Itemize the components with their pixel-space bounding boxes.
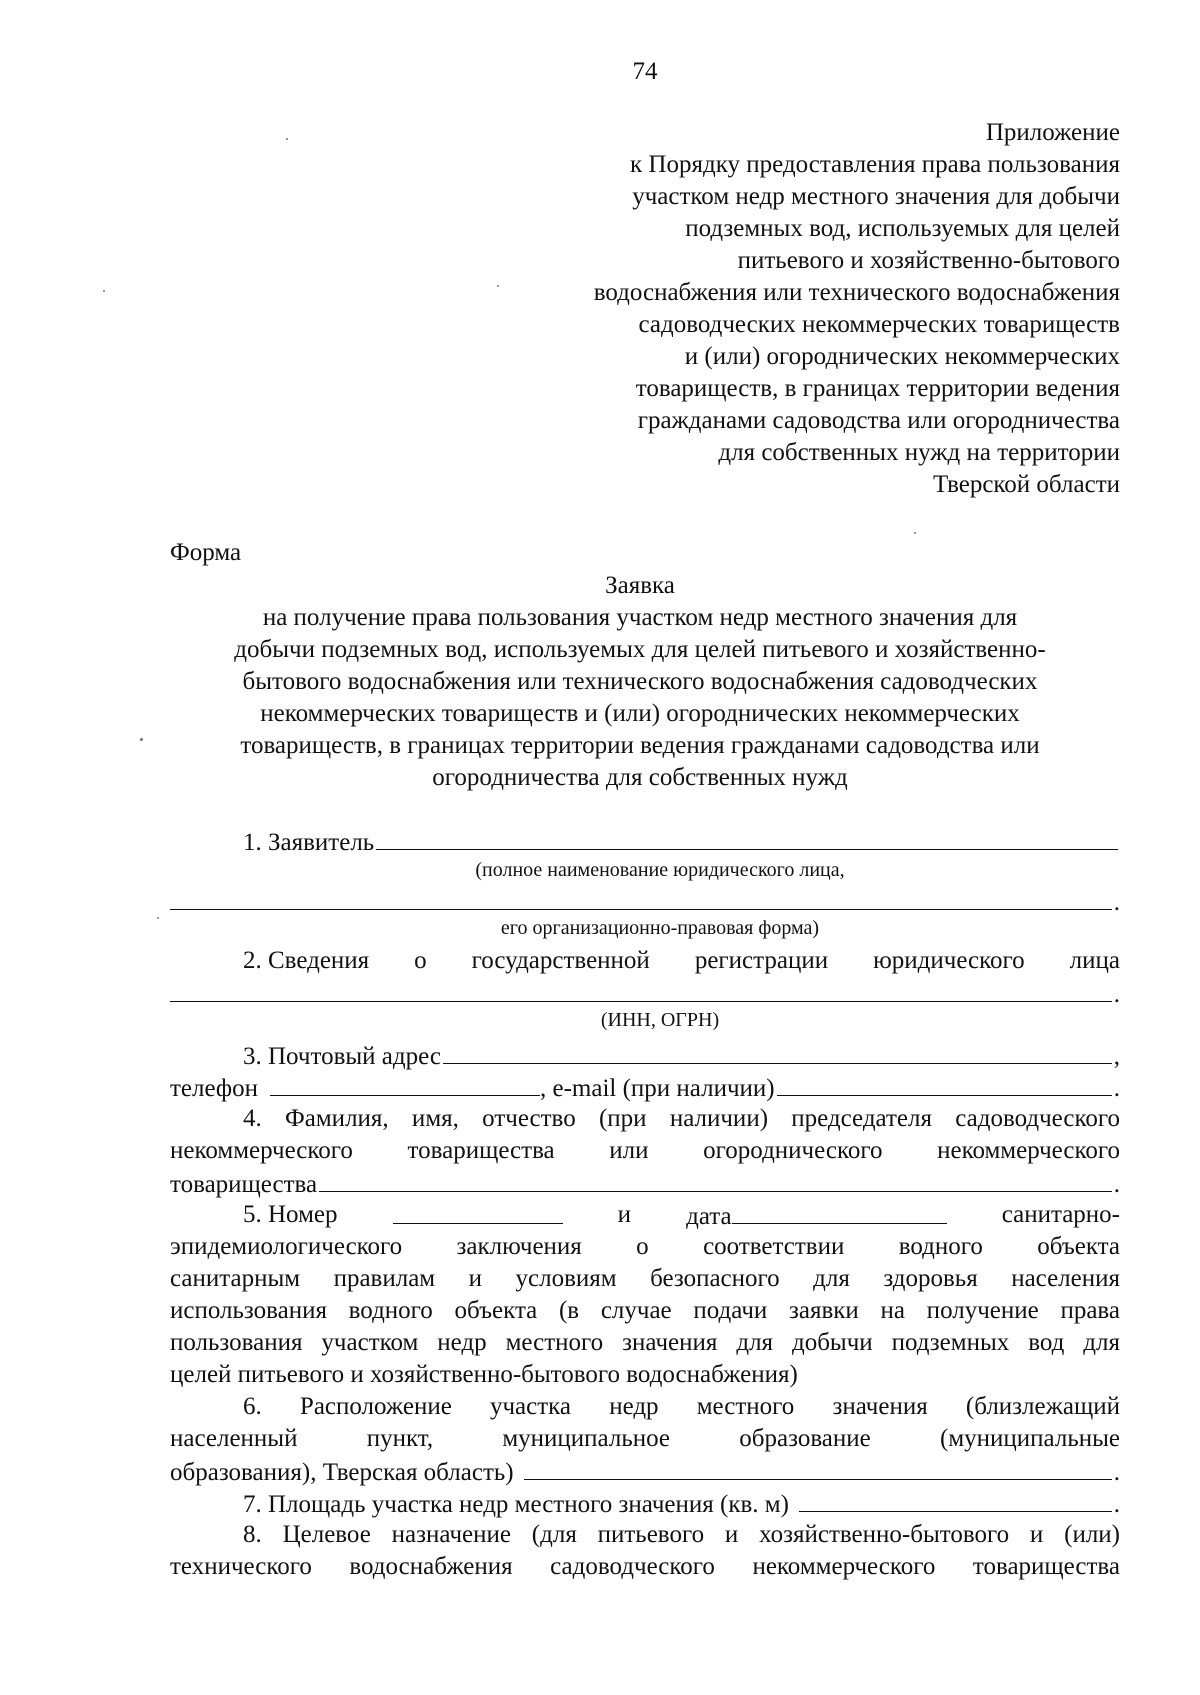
period-mark: .: [1113, 1491, 1120, 1518]
form-label: Форма: [170, 539, 242, 566]
appendix-header: [460, 117, 1120, 501]
sanitary-and-label: и: [617, 1201, 632, 1228]
period-mark: .: [1113, 1171, 1120, 1198]
page-number: 74: [632, 58, 658, 85]
contacts-row: [170, 1071, 1120, 1103]
title-line: некоммерческих товариществ и (или) огороднических некоммерческих: [260, 700, 1020, 727]
applicant-caption-b: его организационно-правовая форма): [500, 917, 820, 939]
item5-line: санитарным правилам и условиям безопасного для здоровья населения: [170, 1265, 1120, 1292]
chairman-name-field[interactable]: [319, 1167, 1112, 1192]
applicant-name-field[interactable]: [376, 825, 1118, 850]
applicant-continuation-row: [170, 885, 1120, 915]
area-field[interactable]: [799, 1487, 1112, 1512]
registration-field-row: [170, 977, 1120, 1007]
appendix-line: Тверской области: [933, 471, 1120, 498]
period-mark: .: [1113, 981, 1120, 1008]
postal-address-label: 3. Почтовый адрес: [243, 1043, 441, 1070]
phone-field[interactable]: [270, 1071, 540, 1096]
chairman-field-row: [170, 1167, 1120, 1199]
title-heading: Заявка: [605, 572, 675, 599]
registration-word: юридического: [873, 947, 1025, 974]
sanitary-number-label: 5. Номер: [243, 1201, 338, 1228]
location-field[interactable]: [524, 1455, 1112, 1480]
applicant-caption-a: (полное наименование юридического лица,: [475, 859, 845, 881]
applicant-row: [170, 825, 1120, 857]
appendix-line: для собственных нужд на территории: [718, 439, 1120, 466]
comma-mark: ,: [1113, 1043, 1120, 1070]
sanitary-word: санитарно-: [1001, 1201, 1120, 1228]
registration-word: государственной: [471, 947, 650, 974]
sanitary-date-label: дата: [686, 1203, 732, 1230]
registration-word: о: [414, 947, 427, 974]
chairman-line-1: 4. Фамилия, имя, отчество (при наличии) председателя садоводческого: [243, 1105, 1120, 1132]
registration-row: [170, 945, 1120, 977]
chairman-line-3: товарищества: [170, 1171, 318, 1198]
application-title: [160, 570, 1120, 794]
title-line: огородничества для собственных нужд: [432, 764, 848, 791]
period-mark: .: [1113, 889, 1120, 916]
appendix-line: участком недр местного значения для добычи: [632, 183, 1120, 210]
item6-line: населенный пункт, муниципальное образование (муниципальные: [170, 1425, 1120, 1452]
postal-address-field[interactable]: [443, 1039, 1112, 1064]
registration-field[interactable]: [170, 977, 1112, 1002]
registration-word: регистрации: [694, 947, 829, 974]
area-row: [170, 1487, 1120, 1519]
title-line: добычи подземных вод, используемых для целей питьевого и хозяйственно-: [234, 636, 1046, 663]
appendix-line: Приложение: [985, 119, 1120, 146]
item6-line: 6. Расположение участка недр местного значения (близлежащий: [243, 1393, 1120, 1420]
item5-line: пользования участком недр местного значения для добычи подземных вод для: [170, 1329, 1120, 1356]
phone-label: телефон: [170, 1075, 258, 1102]
area-label: 7. Площадь участка недр местного значения (кв. м): [243, 1491, 789, 1518]
title-line: на получение права пользования участком недр местного значения для: [262, 604, 1018, 631]
appendix-line: садоводческих некоммерческих товариществ: [638, 311, 1120, 338]
sanitary-date-field[interactable]: [732, 1199, 947, 1224]
postal-address-row: [170, 1039, 1120, 1071]
form-body: [170, 825, 1120, 1583]
appendix-line: и (или) огороднических некоммерческих: [684, 343, 1120, 370]
item8-line: технического водоснабжения садоводческого некоммерческого товарищества: [170, 1553, 1120, 1580]
period-mark: .: [1113, 1459, 1120, 1486]
title-line: бытового водоснабжения или технического водоснабжения садоводческих: [242, 668, 1038, 695]
sanitary-number-field[interactable]: [393, 1199, 563, 1224]
item5-line: целей питьевого и хозяйственно-бытового водоснабжения): [170, 1361, 798, 1388]
registration-word: лица: [1069, 947, 1120, 974]
email-field[interactable]: [777, 1071, 1112, 1096]
appendix-line: питьевого и хозяйственно-бытового: [737, 247, 1120, 274]
appendix-line: подземных вод, используемых для целей: [685, 215, 1120, 242]
period-mark: .: [1113, 1075, 1120, 1102]
appendix-line: товариществ, в границах территории ведения: [635, 375, 1120, 402]
email-label: , e-mail (при наличии): [539, 1075, 775, 1102]
registration-caption: (ИНН, ОГРН): [600, 1009, 720, 1031]
item5-line: эпидемиологического заключения о соответствии водного объекта: [170, 1233, 1120, 1260]
applicant-form-field[interactable]: [170, 885, 1112, 910]
item5-line: использования водного объекта (в случае подачи заявки на получение права: [170, 1297, 1120, 1324]
item8-line: 8. Целевое назначение (для питьевого и хозяйственно-бытового и (или): [243, 1521, 1120, 1548]
location-field-row: [170, 1455, 1120, 1487]
item6-line: образования), Тверская область): [170, 1459, 514, 1486]
title-line: товариществ, в границах территории ведения гражданами садоводства или: [240, 732, 1040, 759]
registration-word: 2. Сведения: [243, 947, 370, 974]
sanitary-number-row: [170, 1199, 1120, 1231]
appendix-line: гражданами садоводства или огородничества: [637, 407, 1120, 434]
appendix-line: водоснабжения или технического водоснабжения: [593, 279, 1120, 306]
applicant-label: 1. Заявитель: [243, 829, 375, 856]
chairman-line-2: некоммерческого товарищества или огороднического некоммерческого: [170, 1137, 1120, 1164]
appendix-line: к Порядку предоставления права пользования: [630, 151, 1120, 178]
